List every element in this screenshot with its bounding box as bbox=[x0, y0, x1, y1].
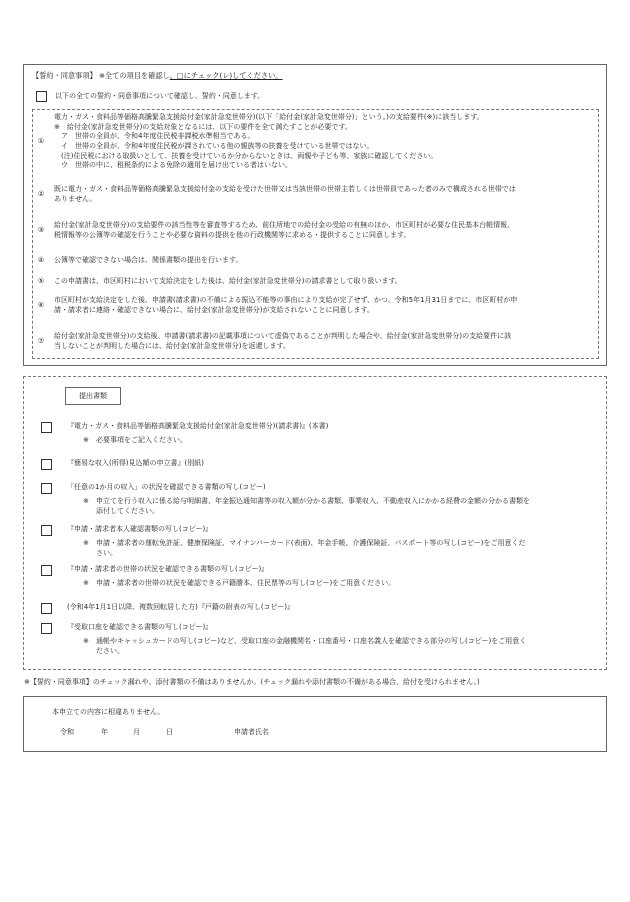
pledge-section bbox=[23, 64, 607, 366]
document-title: (令和4年1月1日以降、複数回転居した方)『戸籍の附表の写し(コピー)』 bbox=[67, 603, 295, 611]
document-note bbox=[83, 497, 596, 516]
document-checkbox[interactable] bbox=[41, 603, 52, 614]
pledge-item-line: イ 世帯の全員が、令和4年度住民税が課されている他の親族等の扶養を受けている世帯ではない。 bbox=[54, 142, 374, 151]
pledge-item-text bbox=[54, 296, 592, 315]
pledge-items-box bbox=[32, 109, 599, 359]
document-note bbox=[83, 436, 596, 446]
pledge-item-text bbox=[54, 332, 592, 351]
pledge-item-number: ⑦ bbox=[37, 336, 45, 345]
documents-section bbox=[23, 376, 607, 670]
document-checkbox[interactable] bbox=[41, 623, 52, 634]
document-checkbox[interactable] bbox=[41, 525, 52, 536]
document-title: 『受取口座を確認できる書類の写し(コピー)』 bbox=[67, 623, 213, 631]
pledge-item-number: ③ bbox=[37, 225, 45, 234]
documents-label: 提出書類 bbox=[65, 387, 121, 405]
document-checkbox[interactable] bbox=[41, 459, 52, 470]
document-note-line: さい。 bbox=[96, 548, 117, 557]
pledge-item-text bbox=[54, 277, 592, 287]
note-mark: ※ bbox=[83, 539, 89, 547]
document-title: 『申請・請求者本人確認書類の写し(コピー)』 bbox=[67, 525, 213, 533]
pledge-item-line: ※ 給付金(家計急変世帯分)の支給対象となるには、以下の要件を全て満たすことが必要です。 bbox=[54, 122, 352, 131]
pledge-item-line: 市区町村が支給決定をした後、申請書(請求書)の不備による振込不能等の事由により支給が完了せず、かつ、令和5年1月31日までに、市区町村が申 bbox=[54, 296, 518, 304]
agree-all-row[interactable] bbox=[36, 91, 264, 102]
document-note bbox=[83, 579, 596, 589]
note-mark: ※ bbox=[83, 579, 89, 587]
agree-all-checkbox[interactable] bbox=[36, 91, 47, 102]
note-mark: ※ bbox=[83, 637, 89, 645]
document-checkbox[interactable] bbox=[41, 565, 52, 576]
pledge-item-text bbox=[54, 113, 592, 171]
date-day-label: 日 bbox=[166, 728, 173, 736]
pledge-header bbox=[32, 71, 283, 81]
document-title: 『申請・請求者の世帯の状況を確認できる書類の写し(コピー)』 bbox=[67, 565, 269, 573]
document-note-line: 申立てを行う収入に係る給与明細書、年金振込通知書等の収入額が分かる書類、事業収入、不動産収入にかかる経費の金額の分かる書類を bbox=[96, 497, 530, 505]
document-title: 「任意の1か月の収入」の状況を確認できる書類の写し(コピー) bbox=[67, 483, 266, 491]
pledge-item-line: ウ 世帯の中に、租税条約による免除の適用を届け出ている者はいない。 bbox=[54, 161, 292, 170]
document-note bbox=[83, 539, 596, 558]
pledge-item-line: ありません。 bbox=[54, 194, 97, 203]
pledge-item-number: ② bbox=[37, 189, 45, 198]
document-note bbox=[83, 637, 596, 656]
pledge-item-number: ⑤ bbox=[37, 276, 45, 285]
pledge-item-line: 当しないことが判明した場合には、給付金(家計急変世帯分)を返還します。 bbox=[54, 341, 290, 350]
date-era-label: 令和 bbox=[60, 728, 74, 736]
pledge-header-instruction: 、□にチェック(レ)してください。 bbox=[169, 71, 283, 80]
check-reminder-note: ※【誓約・同意事項】のチェック漏れや、添付書類の不備はありませんか。(チェック漏れや添付書類の不備がある場合、給付を受けられません。) bbox=[24, 678, 480, 686]
pledge-item-line: 既に電力・ガス・食料品等価格高騰緊急支援給付金の支給を受けた世帯又は当該世帯の世帯主若しくは世帯員であった者のみで構成される世帯では bbox=[54, 185, 516, 193]
pledge-item-line: 請・請求者に連絡・確認できない場合に、給付金(家計急変世帯分)が支給されないことに同意します。 bbox=[54, 305, 374, 314]
document-note-line: 申請・請求者の世帯の状況を確認できる戸籍謄本、住民票等の写し(コピー)をご用意ください。 bbox=[96, 579, 396, 587]
declaration-text: 本申立ての内容に相違ありません。 bbox=[52, 708, 165, 716]
pledge-header-prefix: 【誓約・同意事項】 ※全ての項目を確認し bbox=[32, 71, 170, 80]
pledge-item-line: ア 世帯の全員が、令和4年度住民税非課税水準相当である。 bbox=[54, 132, 255, 141]
pledge-item-line: 公簿等で確認できない場合は、関係書類の提出を行います。 bbox=[54, 256, 243, 264]
date-year-label: 年 bbox=[101, 728, 108, 736]
note-mark: ※ bbox=[83, 436, 89, 444]
pledge-item-text bbox=[54, 221, 592, 240]
document-note-line: ださい。 bbox=[96, 646, 124, 655]
pledge-item-line: この申請書は、市区町村において支給決定をした後は、給付金(家計急変世帯分)の請求書として取り扱います。 bbox=[54, 277, 402, 285]
document-checkbox[interactable] bbox=[41, 422, 52, 433]
document-title: 『電力・ガス・食料品等価格高騰緊急支援給付金(家計急変世帯分)(請求書)』(本書) bbox=[67, 422, 329, 430]
pledge-item-text bbox=[54, 256, 592, 266]
document-note-line: 添付してください。 bbox=[96, 506, 159, 515]
pledge-item-line: 給付金(家計急変世帯分)の支給後、申請書(請求書)の記載事項について虚偽であることが判明した場合や、給付金(家計急変世帯分)の支給要件に該 bbox=[54, 332, 512, 340]
document-checkbox[interactable] bbox=[41, 483, 52, 494]
document-note-line: 通帳やキャッシュカードの写し(コピー)など、受取口座の金融機関名・口座番号・口座名義人を確認できる部分の写し(コピー)をご用意く bbox=[96, 637, 527, 645]
pledge-item-number: ① bbox=[37, 137, 45, 146]
date-month-label: 月 bbox=[133, 728, 140, 736]
pledge-item-text bbox=[54, 185, 592, 204]
document-note-line: 申請・請求者の運転免許証、健康保険証、マイナンバーカード(表面)、年金手帳、介護保険証、パスポート等の写し(コピー)をご用意くだ bbox=[96, 539, 526, 547]
document-note-line: 必要事項をご記入ください。 bbox=[96, 436, 187, 444]
declaration-section bbox=[23, 696, 607, 752]
pledge-item-line: (注)住民税における取扱いとして、扶養を受けているか分からないときは、両親や子ども等、家族に確認してください。 bbox=[54, 151, 438, 160]
pledge-item-number: ④ bbox=[37, 255, 45, 264]
pledge-item-number: ⑥ bbox=[37, 300, 45, 309]
pledge-item-line: 給付金(家計急変世帯分)の支給要件の該当性等を審査等するため、前住所地での給付金の受給の有無のほか、市区町村が必要な住民基本台帳情報、 bbox=[54, 221, 515, 229]
pledge-item-line: 税情報等の公簿等の確認を行うことや必要な資料の提供を他の行政機関等に求める・提供することに同意します。 bbox=[54, 230, 411, 239]
note-mark: ※ bbox=[83, 497, 89, 505]
agree-all-label: 以下の全ての誓約・同意事項について確認し、誓約・同意します。 bbox=[55, 91, 265, 100]
applicant-name-label: 申請者氏名 bbox=[234, 728, 269, 736]
pledge-item-line: 電力・ガス・食料品等価格高騰緊急支援給付金(家計急変世帯分)(以下「給付金(家計急変世帯分)」という。)の支給要件(※)に該当します。 bbox=[54, 113, 484, 121]
document-title: 『簡易な収入(所得)見込額の申立書』(別紙) bbox=[67, 459, 204, 467]
